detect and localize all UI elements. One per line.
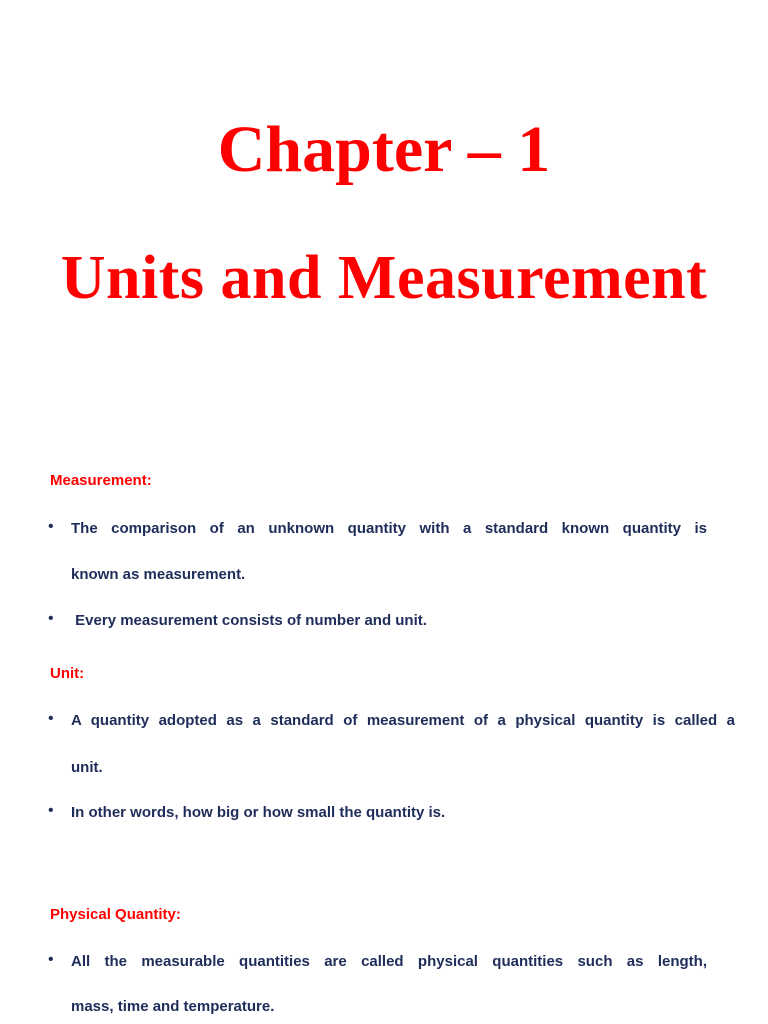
chapter-subtitle: Units and Measurement: [60, 244, 708, 312]
bullet-marker: •: [48, 951, 54, 968]
bullet-marker: •: [48, 710, 54, 727]
bullet-marker: •: [48, 610, 54, 627]
section-heading-measurement: Measurement:: [50, 472, 152, 489]
bullet-marker: •: [48, 518, 54, 535]
bullet-text-line: unit.: [71, 759, 103, 776]
bullet-text-line: Every measurement consists of number and unit.: [71, 612, 427, 629]
section-heading-unit: Unit:: [50, 665, 85, 682]
bullet-text-line: A quantity adopted as a standard of measurement of a physical quantity is called a: [71, 712, 735, 729]
chapter-title: Chapter – 1: [217, 113, 551, 186]
bullet-text-line: known as measurement.: [71, 566, 246, 583]
bullet-text-line: The comparison of an unknown quantity with a standard known quantity is: [71, 520, 707, 537]
bullet-text-line: In other words, how big or how small the quantity is.: [71, 804, 446, 821]
bullet-text-line: All the measurable quantities are called physical quantities such as length,: [71, 953, 707, 970]
section-heading-physical-quantity: Physical Quantity:: [50, 906, 181, 923]
bullet-text-line: mass, time and temperature.: [71, 998, 275, 1015]
bullet-marker: •: [48, 802, 54, 819]
